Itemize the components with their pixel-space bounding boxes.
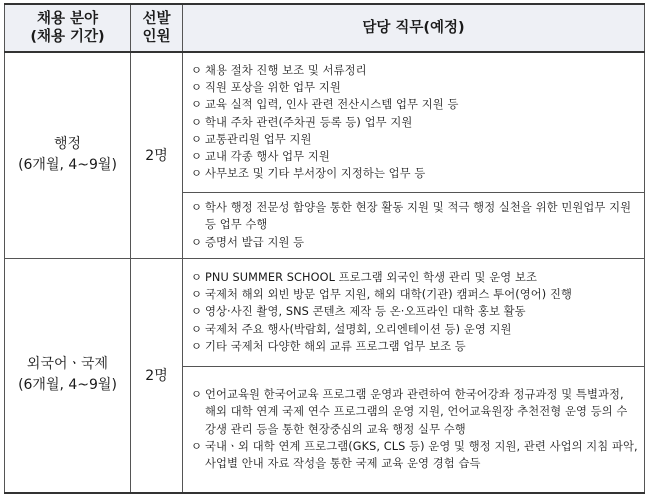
list-item xyxy=(191,79,638,96)
field-period: (6개월, 4~9월) xyxy=(18,377,117,394)
table-row-intl-1 xyxy=(5,258,645,366)
list-item xyxy=(191,131,638,148)
list-item xyxy=(191,386,638,438)
bullet-marker: ㅇ xyxy=(191,270,203,284)
bullet-marker: ㅇ xyxy=(191,235,203,249)
list-item xyxy=(191,269,638,286)
header-row xyxy=(5,4,645,52)
table-row-admin-1 xyxy=(5,52,645,192)
item-text: 국제처 해외 외빈 방문 업무 지원, 해외 대학(기관) 캠퍼스 투어(영어) 진행 xyxy=(205,288,572,302)
list-item xyxy=(191,199,638,233)
item-text: 영상·사진 촬영, SNS 콘텐츠 제작 등 온·오프라인 대학 홍보 활동 xyxy=(205,305,526,319)
item-text: 사무보조 및 기타 부서장이 지정하는 업무 등 xyxy=(205,167,426,181)
item-text: 채용 절차 진행 보조 및 서류정리 xyxy=(205,64,367,78)
header-count xyxy=(131,4,183,52)
list-item xyxy=(191,165,638,182)
list-item xyxy=(191,234,638,251)
recruitment-table xyxy=(4,3,645,494)
bullet-marker: ㅇ xyxy=(191,388,203,402)
item-text: 언어교육원 한국어교육 프로그램 운영과 관련하여 한국어강좌 정규과정 및 특별과정, 해외 대학 연계 국제 연수 프로그램의 운영 지원, 언어교육원장 추천전형 운영 등의 수강생 관리 등을 통한 현장중심의 교육 행정 실무 수행 xyxy=(205,388,628,436)
item-text: 학사 행정 전문성 함양을 통한 현장 활동 지원 및 적극 행정 실천을 위한 민원업무 지원 등 업무 수행 xyxy=(205,201,632,232)
header-field xyxy=(5,4,131,52)
list-item xyxy=(191,62,638,79)
item-text: 국제처 주요 행사(박람회, 설명회, 오리엔테이션 등) 운영 지원 xyxy=(205,322,512,336)
item-text: PNU SUMMER SCHOOL 프로그램 외국인 학생 관리 및 운영 보조 xyxy=(205,270,538,284)
item-text: 교내 각종 행사 업무 지원 xyxy=(205,150,330,164)
list-item xyxy=(191,303,638,320)
bullet-marker: ㅇ xyxy=(191,439,203,453)
count-cell-intl: 2명 xyxy=(131,258,183,493)
bullet-marker: ㅇ xyxy=(191,81,203,95)
duties-group-admin-1 xyxy=(183,52,645,192)
item-text: 교육 실적 입력, 인사 관련 전산시스템 업무 지원 등 xyxy=(205,98,459,112)
field-name: 외국어ㆍ국제 xyxy=(26,356,109,373)
bullet-marker: ㅇ xyxy=(191,322,203,336)
duties-group-intl-2 xyxy=(183,366,645,493)
list-item xyxy=(191,286,638,303)
header-field-line1: 채용 분야 xyxy=(36,11,99,27)
bullet-marker: ㅇ xyxy=(191,98,203,112)
bullet-marker: ㅇ xyxy=(191,115,203,129)
list-item xyxy=(191,96,638,113)
bullet-marker: ㅇ xyxy=(191,288,203,302)
field-name: 행정 xyxy=(53,136,82,153)
item-text: 기타 국제처 다양한 해외 교류 프로그램 업무 보조 등 xyxy=(205,339,466,353)
item-text: 직원 포상을 위한 업무 지원 xyxy=(205,81,341,95)
header-field-line2: (채용 기간) xyxy=(30,29,105,45)
duties-group-intl-1 xyxy=(183,258,645,366)
bullet-marker: ㅇ xyxy=(191,150,203,164)
bullet-marker: ㅇ xyxy=(191,339,203,353)
field-cell-intl xyxy=(5,258,131,493)
header-count-line2: 인원 xyxy=(142,29,171,45)
list-item xyxy=(191,338,638,355)
bullet-marker: ㅇ xyxy=(191,201,203,215)
bullet-marker: ㅇ xyxy=(191,64,203,78)
list-item xyxy=(191,438,638,472)
header-count-line1: 선발 xyxy=(142,11,171,27)
count-cell-admin: 2명 xyxy=(131,52,183,258)
field-period: (6개월, 4~9월) xyxy=(18,157,117,174)
field-cell-admin xyxy=(5,52,131,258)
bullet-marker: ㅇ xyxy=(191,132,203,146)
header-duties: 담당 직무(예정) xyxy=(183,4,645,52)
list-item xyxy=(191,114,638,131)
duties-group-admin-2 xyxy=(183,192,645,258)
item-text: 교통관리원 업무 지원 xyxy=(205,132,312,146)
list-item xyxy=(191,321,638,338)
item-text: 증명서 발급 지원 등 xyxy=(205,235,305,249)
list-item xyxy=(191,148,638,165)
bullet-marker: ㅇ xyxy=(191,305,203,319)
bullet-marker: ㅇ xyxy=(191,167,203,181)
item-text: 학내 주차 관련(주차권 등록 등) 업무 지원 xyxy=(205,115,413,129)
item-text: 국내ㆍ외 대학 연계 프로그램(GKS, CLS 등) 운영 및 행정 지원, 관련 사업의 지침 파악, 사업별 안내 자료 작성을 통한 국제 교육 운영 경험 습득 xyxy=(205,439,638,471)
